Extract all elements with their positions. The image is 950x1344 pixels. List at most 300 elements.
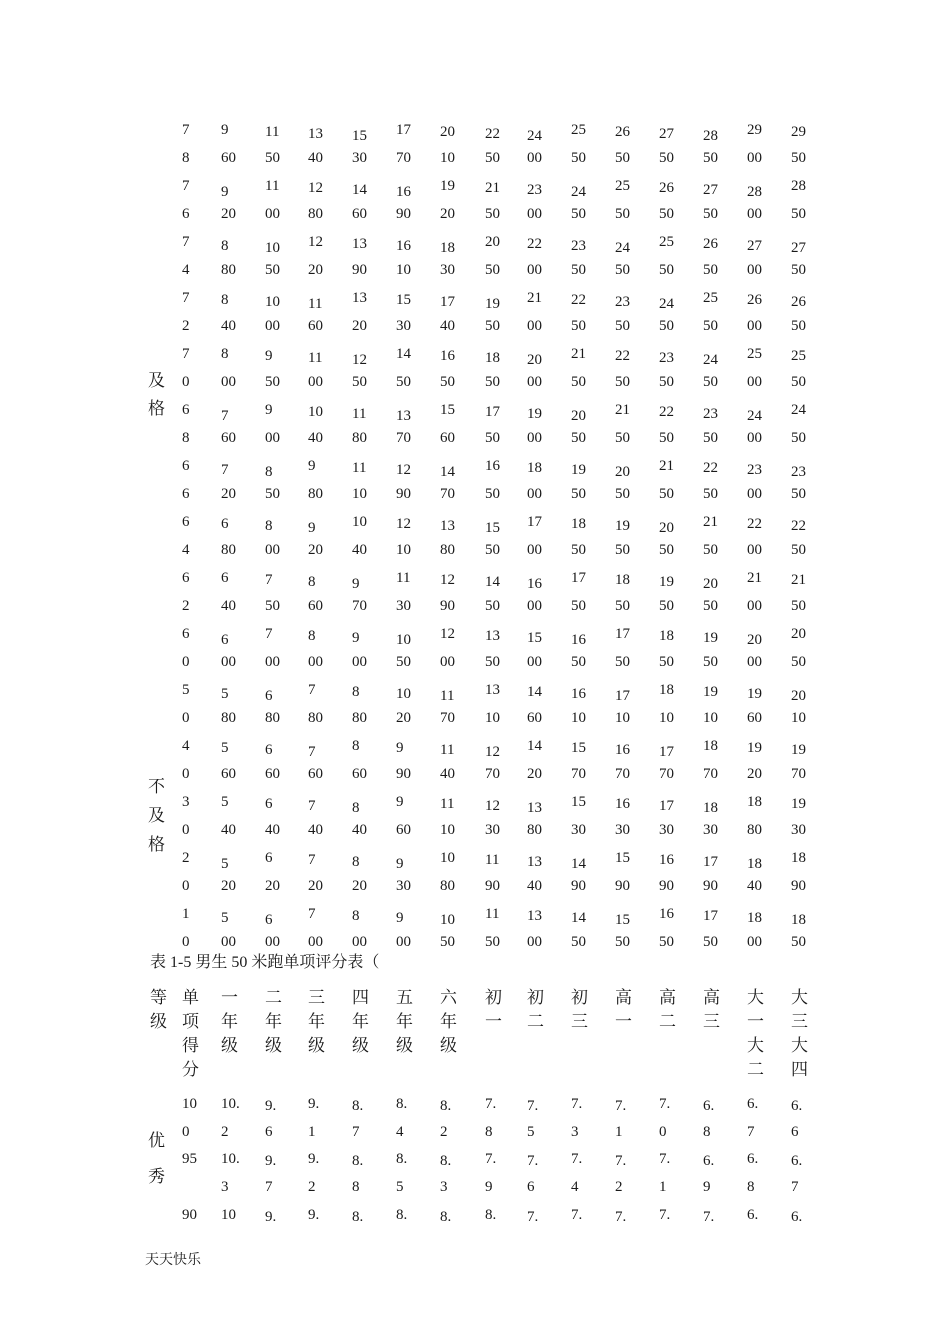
score-digit-top: 7 — [182, 346, 190, 362]
value-top: 15 — [396, 292, 411, 308]
value-bottom: 00 — [527, 598, 542, 614]
value-top: 26 — [747, 292, 762, 308]
value-top: 23 — [615, 294, 630, 310]
value-top: 15 — [527, 630, 542, 646]
value-top: 18 — [747, 794, 762, 810]
value-bottom: 50 — [791, 934, 806, 950]
value-top: 22 — [571, 292, 586, 308]
grade-label-pass: 格 — [148, 399, 165, 418]
value-bottom: 50 — [440, 934, 455, 950]
value-bottom: 20 — [352, 878, 367, 894]
value-bottom: 00 — [265, 318, 280, 334]
value-bottom: 40 — [221, 822, 236, 838]
value-top: 22 — [791, 518, 806, 534]
value-top: 12 — [352, 352, 367, 368]
value-bottom: 30 — [352, 150, 367, 166]
value-bottom: 50 — [571, 262, 586, 278]
score-digit-top: 7 — [182, 290, 190, 306]
value-top: 15 — [571, 740, 586, 756]
value-bottom: 00 — [221, 654, 236, 670]
score-digit-bottom: 0 — [182, 878, 190, 894]
value-bottom: 50 — [791, 318, 806, 334]
score-bottom: 0 — [182, 1124, 190, 1140]
value-bottom: 80 — [308, 710, 323, 726]
value-bottom: 50 — [659, 542, 674, 558]
value-bottom: 00 — [527, 262, 542, 278]
time-top: 7. — [659, 1151, 671, 1167]
time-bottom: 5 — [396, 1179, 404, 1195]
score-digit-bottom: 0 — [182, 934, 190, 950]
value-top: 19 — [485, 296, 500, 312]
value-top: 6 — [265, 742, 273, 758]
header-char: 大 — [747, 1036, 764, 1055]
value-top: 5 — [221, 856, 229, 872]
value-top: 21 — [527, 290, 542, 306]
value-bottom: 40 — [747, 878, 762, 894]
time-bottom: 9 — [703, 1179, 711, 1195]
score-digit-top: 6 — [182, 570, 190, 586]
value-top: 15 — [440, 402, 455, 418]
value-top: 24 — [703, 352, 718, 368]
value-top: 22 — [527, 236, 542, 252]
value-bottom: 50 — [396, 654, 411, 670]
header-char: 二 — [265, 988, 282, 1007]
time-bottom: 7 — [791, 1179, 799, 1195]
time-top: 9. — [308, 1207, 320, 1223]
value-bottom: 50 — [571, 430, 586, 446]
value-top: 24 — [527, 128, 542, 144]
value-top: 9 — [308, 458, 316, 474]
time-bottom: 1 — [308, 1124, 316, 1140]
value-top: 24 — [747, 408, 762, 424]
value-top: 7 — [308, 682, 316, 698]
value-bottom: 90 — [615, 878, 630, 894]
time-bottom: 8 — [485, 1124, 493, 1140]
value-top: 26 — [791, 294, 806, 310]
value-bottom: 50 — [571, 486, 586, 502]
value-top: 14 — [571, 910, 586, 926]
value-top: 7 — [265, 626, 273, 642]
value-bottom: 20 — [396, 710, 411, 726]
value-bottom: 50 — [659, 486, 674, 502]
time-bottom: 8 — [703, 1124, 711, 1140]
value-top: 11 — [440, 742, 455, 758]
value-top: 25 — [571, 122, 586, 138]
time-bottom: 4 — [571, 1179, 579, 1195]
value-bottom: 40 — [308, 822, 323, 838]
value-top: 28 — [791, 178, 806, 194]
value-bottom: 80 — [527, 822, 542, 838]
value-bottom: 50 — [703, 206, 718, 222]
value-bottom: 50 — [659, 654, 674, 670]
value-top: 19 — [440, 178, 455, 194]
value-bottom: 40 — [352, 542, 367, 558]
value-bottom: 30 — [703, 822, 718, 838]
value-bottom: 20 — [308, 262, 323, 278]
time-bottom: 3 — [571, 1124, 579, 1140]
header-char: 级 — [308, 1036, 325, 1055]
value-bottom: 40 — [527, 878, 542, 894]
value-top: 24 — [791, 402, 806, 418]
value-bottom: 50 — [615, 374, 630, 390]
time-bottom: 2 — [308, 1179, 316, 1195]
grade-label-fail: 格 — [148, 835, 165, 854]
value-bottom: 10 — [659, 710, 674, 726]
value-bottom: 50 — [485, 430, 500, 446]
grade-label-fail: 及 — [148, 806, 165, 825]
value-top: 19 — [747, 740, 762, 756]
value-bottom: 50 — [265, 374, 280, 390]
value-bottom: 20 — [352, 318, 367, 334]
value-bottom: 10 — [791, 710, 806, 726]
value-top: 13 — [527, 908, 542, 924]
time-top: 8. — [396, 1151, 408, 1167]
value-top: 20 — [485, 234, 500, 250]
value-bottom: 50 — [571, 598, 586, 614]
value-top: 12 — [485, 744, 500, 760]
value-top: 21 — [791, 572, 806, 588]
value-bottom: 50 — [703, 318, 718, 334]
value-top: 12 — [396, 462, 411, 478]
header-char: 三 — [571, 1012, 588, 1031]
value-top: 15 — [352, 128, 367, 144]
time-top: 7. — [571, 1207, 583, 1223]
header-char: 高 — [703, 988, 720, 1007]
time-top: 8. — [440, 1153, 452, 1169]
time-top: 10. — [221, 1151, 240, 1167]
value-top: 20 — [791, 688, 806, 704]
value-top: 12 — [308, 180, 323, 196]
header-char: 年 — [265, 1012, 282, 1031]
time-bottom: 1 — [659, 1179, 667, 1195]
score-digit-bottom: 2 — [182, 598, 190, 614]
time-top: 6. — [791, 1209, 803, 1225]
value-top: 6 — [221, 632, 229, 648]
value-top: 25 — [615, 178, 630, 194]
value-bottom: 50 — [265, 598, 280, 614]
value-top: 14 — [440, 464, 455, 480]
value-bottom: 50 — [485, 318, 500, 334]
value-bottom: 90 — [703, 878, 718, 894]
value-bottom: 50 — [571, 150, 586, 166]
value-bottom: 00 — [527, 934, 542, 950]
value-top: 19 — [703, 684, 718, 700]
value-bottom: 00 — [440, 654, 455, 670]
value-bottom: 30 — [485, 822, 500, 838]
value-bottom: 00 — [747, 374, 762, 390]
value-bottom: 70 — [352, 598, 367, 614]
value-bottom: 50 — [703, 934, 718, 950]
value-bottom: 80 — [221, 710, 236, 726]
value-bottom: 80 — [352, 430, 367, 446]
value-top: 22 — [659, 404, 674, 420]
value-top: 21 — [615, 402, 630, 418]
value-bottom: 80 — [747, 822, 762, 838]
value-top: 29 — [747, 122, 762, 138]
value-top: 9 — [308, 520, 316, 536]
value-bottom: 20 — [221, 486, 236, 502]
value-top: 23 — [659, 350, 674, 366]
value-top: 8 — [265, 518, 273, 534]
value-bottom: 10 — [615, 710, 630, 726]
value-top: 16 — [659, 906, 674, 922]
time-top: 7. — [703, 1209, 715, 1225]
value-bottom: 20 — [221, 878, 236, 894]
value-bottom: 50 — [440, 374, 455, 390]
time-bottom: 9 — [485, 1179, 493, 1195]
time-top: 8. — [440, 1098, 452, 1114]
value-top: 17 — [571, 570, 586, 586]
value-top: 22 — [703, 460, 718, 476]
value-top: 19 — [659, 574, 674, 590]
value-top: 12 — [440, 572, 455, 588]
value-top: 27 — [791, 240, 806, 256]
value-bottom: 00 — [221, 374, 236, 390]
value-bottom: 00 — [265, 934, 280, 950]
header-char: 四 — [791, 1060, 808, 1079]
value-bottom: 30 — [615, 822, 630, 838]
header-char: 级 — [352, 1036, 369, 1055]
time-top: 6. — [703, 1153, 715, 1169]
value-top: 13 — [440, 518, 455, 534]
header-char: 初 — [527, 988, 544, 1007]
header-char: 年 — [352, 1012, 369, 1031]
value-top: 18 — [703, 800, 718, 816]
value-bottom: 50 — [791, 486, 806, 502]
value-top: 10 — [396, 686, 411, 702]
value-top: 11 — [352, 406, 367, 422]
value-top: 14 — [527, 684, 542, 700]
value-bottom: 50 — [703, 374, 718, 390]
value-bottom: 50 — [659, 430, 674, 446]
value-bottom: 90 — [485, 878, 500, 894]
value-top: 25 — [747, 346, 762, 362]
value-bottom: 10 — [396, 542, 411, 558]
value-bottom: 50 — [703, 598, 718, 614]
score-digit-top: 1 — [182, 906, 190, 922]
value-bottom: 00 — [747, 486, 762, 502]
value-bottom: 00 — [747, 542, 762, 558]
value-top: 11 — [352, 460, 367, 476]
value-top: 20 — [791, 626, 806, 642]
value-top: 5 — [221, 686, 229, 702]
time-top: 8. — [485, 1207, 497, 1223]
value-top: 16 — [527, 576, 542, 592]
time-bottom: 7 — [352, 1124, 360, 1140]
value-bottom: 50 — [615, 542, 630, 558]
value-top: 8 — [308, 628, 316, 644]
value-top: 8 — [352, 800, 360, 816]
value-bottom: 20 — [308, 542, 323, 558]
value-top: 18 — [659, 682, 674, 698]
header-char: 六 — [440, 988, 457, 1007]
value-top: 17 — [485, 404, 500, 420]
value-bottom: 50 — [571, 374, 586, 390]
value-bottom: 90 — [352, 262, 367, 278]
value-top: 20 — [571, 408, 586, 424]
value-top: 7 — [308, 906, 316, 922]
value-top: 26 — [703, 236, 718, 252]
value-bottom: 50 — [485, 206, 500, 222]
value-bottom: 50 — [615, 934, 630, 950]
time-bottom: 0 — [659, 1124, 667, 1140]
value-bottom: 50 — [615, 598, 630, 614]
value-top: 8 — [352, 908, 360, 924]
value-top: 10 — [440, 850, 455, 866]
value-top: 6 — [265, 796, 273, 812]
value-top: 8 — [221, 238, 229, 254]
value-top: 18 — [615, 572, 630, 588]
value-top: 19 — [791, 796, 806, 812]
value-bottom: 00 — [527, 542, 542, 558]
value-top: 7 — [308, 852, 316, 868]
value-bottom: 00 — [396, 934, 411, 950]
value-top: 20 — [615, 464, 630, 480]
value-top: 18 — [485, 350, 500, 366]
value-bottom: 50 — [571, 654, 586, 670]
value-top: 9 — [265, 348, 273, 364]
value-bottom: 50 — [703, 150, 718, 166]
time-bottom: 1 — [615, 1124, 623, 1140]
grade-label-excellent: 秀 — [148, 1167, 165, 1186]
value-bottom: 10 — [571, 710, 586, 726]
value-bottom: 30 — [396, 598, 411, 614]
value-top: 23 — [527, 182, 542, 198]
score-digit-top: 6 — [182, 402, 190, 418]
value-bottom: 50 — [659, 374, 674, 390]
value-top: 28 — [747, 184, 762, 200]
value-bottom: 90 — [659, 878, 674, 894]
header-char: 三 — [703, 1012, 720, 1031]
time-top: 8. — [352, 1153, 364, 1169]
value-top: 18 — [527, 460, 542, 476]
value-top: 7 — [221, 462, 229, 478]
value-bottom: 20 — [440, 206, 455, 222]
value-top: 18 — [659, 628, 674, 644]
value-bottom: 00 — [221, 934, 236, 950]
value-top: 18 — [747, 910, 762, 926]
value-top: 25 — [659, 234, 674, 250]
header-char: 一 — [615, 1012, 632, 1031]
value-top: 5 — [221, 910, 229, 926]
time-top: 8. — [352, 1098, 364, 1114]
value-bottom: 10 — [396, 262, 411, 278]
value-top: 13 — [485, 628, 500, 644]
value-bottom: 50 — [659, 598, 674, 614]
value-top: 16 — [440, 348, 455, 364]
score-digit-bottom: 6 — [182, 486, 190, 502]
value-bottom: 00 — [527, 318, 542, 334]
value-bottom: 70 — [615, 766, 630, 782]
value-bottom: 50 — [485, 486, 500, 502]
value-top: 17 — [527, 514, 542, 530]
value-top: 20 — [747, 632, 762, 648]
score-digit-bottom: 2 — [182, 318, 190, 334]
value-top: 21 — [703, 514, 718, 530]
score-digit-top: 6 — [182, 458, 190, 474]
value-bottom: 50 — [265, 262, 280, 278]
value-bottom: 00 — [527, 486, 542, 502]
header-char: 二 — [747, 1060, 764, 1079]
header-char: 高 — [615, 988, 632, 1007]
value-top: 11 — [440, 796, 455, 812]
value-top: 11 — [396, 570, 411, 586]
value-bottom: 60 — [308, 598, 323, 614]
time-top: 8. — [440, 1209, 452, 1225]
time-top: 6. — [791, 1098, 803, 1114]
value-bottom: 00 — [352, 934, 367, 950]
time-top: 6. — [791, 1153, 803, 1169]
value-bottom: 60 — [396, 822, 411, 838]
value-top: 9 — [221, 184, 229, 200]
value-bottom: 00 — [527, 150, 542, 166]
value-bottom: 80 — [352, 710, 367, 726]
value-top: 24 — [659, 296, 674, 312]
value-bottom: 60 — [221, 766, 236, 782]
value-top: 19 — [527, 406, 542, 422]
time-top: 6. — [747, 1151, 759, 1167]
header-char: 四 — [352, 988, 369, 1007]
score-top: 95 — [182, 1151, 197, 1167]
header-char: 单 — [182, 988, 199, 1007]
table-caption: 表 1-5 男生 50 米跑单项评分表（ — [150, 954, 380, 971]
value-bottom: 50 — [703, 262, 718, 278]
value-bottom: 50 — [791, 150, 806, 166]
value-top: 10 — [308, 404, 323, 420]
value-top: 13 — [527, 800, 542, 816]
value-top: 12 — [440, 626, 455, 642]
value-bottom: 00 — [527, 206, 542, 222]
value-top: 16 — [396, 238, 411, 254]
value-top: 17 — [659, 744, 674, 760]
value-bottom: 50 — [615, 486, 630, 502]
header-char: 项 — [182, 1012, 199, 1031]
header-char: 初 — [485, 988, 502, 1007]
value-bottom: 00 — [747, 150, 762, 166]
score-digit-bottom: 6 — [182, 206, 190, 222]
value-bottom: 30 — [791, 822, 806, 838]
time-top: 7. — [485, 1096, 497, 1112]
value-bottom: 60 — [440, 430, 455, 446]
time-bottom: 7 — [265, 1179, 273, 1195]
value-bottom: 50 — [352, 374, 367, 390]
value-top: 8 — [221, 292, 229, 308]
value-bottom: 10 — [440, 822, 455, 838]
value-top: 13 — [308, 126, 323, 142]
value-bottom: 50 — [615, 654, 630, 670]
time-top: 9. — [265, 1098, 277, 1114]
value-top: 11 — [308, 350, 323, 366]
value-bottom: 60 — [221, 430, 236, 446]
time-bottom: 4 — [396, 1124, 404, 1140]
value-bottom: 50 — [615, 318, 630, 334]
grade-label-fail: 不 — [148, 777, 165, 796]
score-digit-top: 5 — [182, 682, 190, 698]
value-bottom: 50 — [615, 430, 630, 446]
value-top: 6 — [221, 570, 229, 586]
value-top: 7 — [308, 798, 316, 814]
time-bottom: 2 — [221, 1124, 229, 1140]
value-top: 9 — [396, 794, 404, 810]
header-char: 年 — [396, 1012, 413, 1031]
time-bottom: 3 — [221, 1179, 229, 1195]
value-top: 10 — [265, 240, 280, 256]
value-bottom: 50 — [615, 262, 630, 278]
value-bottom: 50 — [703, 654, 718, 670]
value-bottom: 10 — [352, 486, 367, 502]
value-top: 14 — [485, 574, 500, 590]
value-top: 14 — [571, 856, 586, 872]
